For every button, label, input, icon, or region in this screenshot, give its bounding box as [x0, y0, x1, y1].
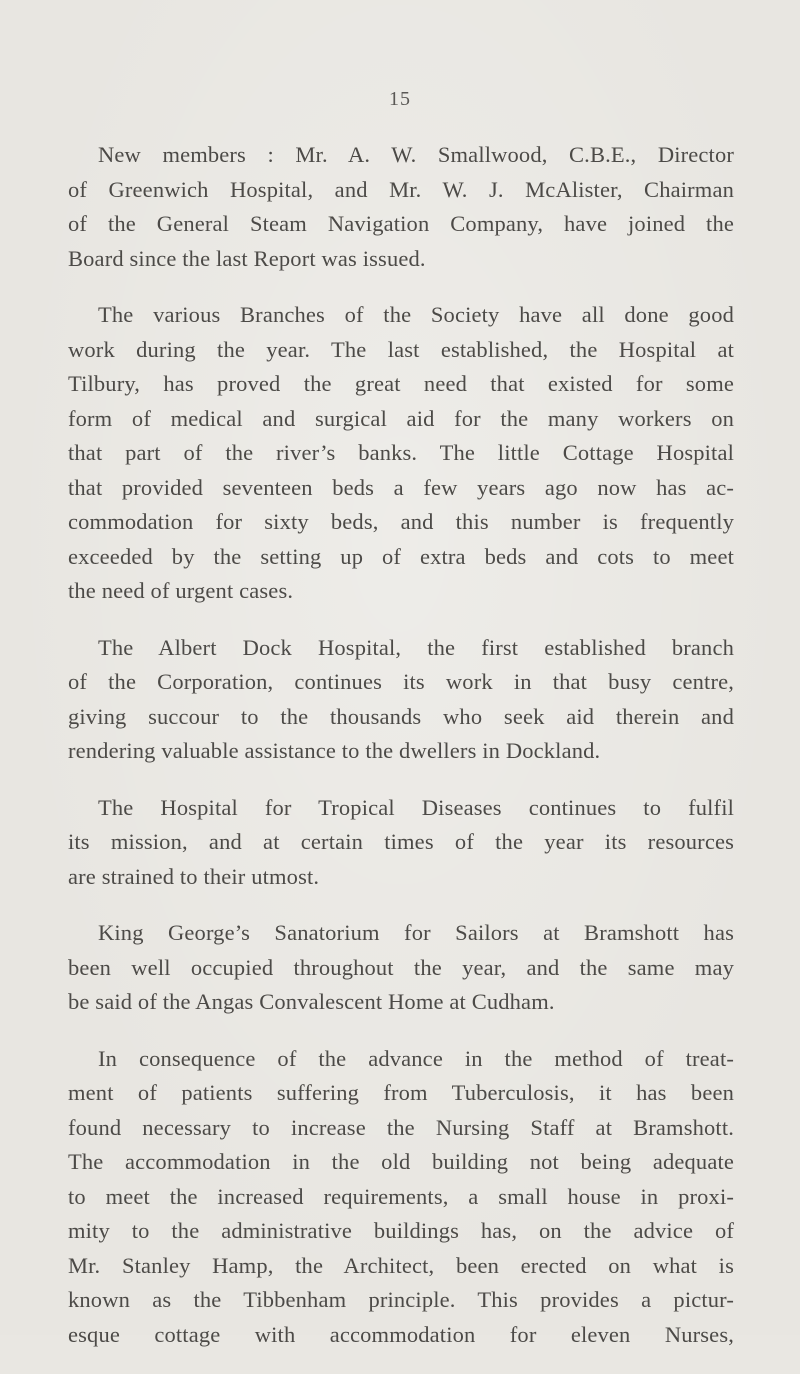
text-line: The Albert Dock Hospital, the first established branch [98, 634, 734, 660]
text-line: the need of urgent cases. [68, 578, 294, 603]
body-text [68, 138, 734, 1374]
text-line: Board since the last Report was issued. [68, 245, 426, 271]
text-line: exceeded by the setting up of extra beds and cots to meet [68, 543, 734, 569]
text-line: that part of the river’s banks. The little Cottage Hospital [68, 440, 734, 465]
paragraph-albert-dock [68, 631, 734, 769]
paragraph-branches [68, 298, 734, 609]
text-line: of the Corporation, continues its work in that busy centre, [68, 669, 734, 694]
text-line: ment of patients suffering from Tuberculosis, it has been [68, 1080, 734, 1105]
paragraph-tuberculosis [68, 1042, 734, 1353]
text-line: been well occupied throughout the year, and the same may [68, 954, 734, 980]
text-line: known as the Tibbenham principle. This provides a pictur- [68, 1287, 734, 1312]
text-line: found necessary to increase the Nursing Staff at Bramshott. [68, 1114, 734, 1140]
text-line: New members : Mr. A. W. Smallwood, C.B.E., Director [98, 142, 734, 167]
text-line: that provided seventeen beds a few years ago now has ac- [68, 474, 734, 500]
text-line: be said of the Angas Convalescent Home at Cudham. [68, 989, 555, 1014]
text-line: The accommodation in the old building not being adequate [68, 1149, 734, 1174]
paragraph-tropical-diseases [68, 791, 734, 895]
text-line: are strained to their utmost. [68, 863, 320, 889]
text-line: its mission, and at certain times of the year its resources [68, 829, 734, 854]
text-line: esque cottage with accommodation for eleven Nurses, [68, 1321, 734, 1347]
text-line: Tilbury, has proved the great need that existed for some [68, 371, 734, 396]
text-line: Mr. Stanley Hamp, the Architect, been erected on what is [68, 1252, 734, 1278]
text-line: work during the year. The last established, the Hospital at [68, 336, 734, 362]
paragraph-sanatorium [68, 916, 734, 1020]
text-line: In consequence of the advance in the method of treat- [98, 1045, 734, 1071]
text-line: of the General Steam Navigation Company, have joined the [68, 211, 734, 236]
text-line: mity to the administrative buildings has, on the advice of [68, 1218, 734, 1243]
text-line: The Hospital for Tropical Diseases continues to fulfil [98, 794, 734, 820]
page-number: 15 [389, 88, 411, 110]
text-line: rendering valuable assistance to the dwellers in Dockland. [68, 738, 601, 763]
text-line: of Greenwich Hospital, and Mr. W. J. McAlister, Chairman [68, 176, 734, 202]
text-line: King George’s Sanatorium for Sailors at Bramshott has [98, 920, 734, 945]
text-line: to meet the increased requirements, a small house in proxi- [68, 1183, 734, 1209]
text-line: commodation for sixty beds, and this number is frequently [68, 509, 734, 534]
text-line: form of medical and surgical aid for the many workers on [68, 405, 734, 431]
text-line: The various Branches of the Society have all done good [98, 302, 734, 327]
paragraph-new-members [68, 138, 734, 276]
text-line: giving succour to the thousands who seek aid therein and [68, 703, 734, 729]
